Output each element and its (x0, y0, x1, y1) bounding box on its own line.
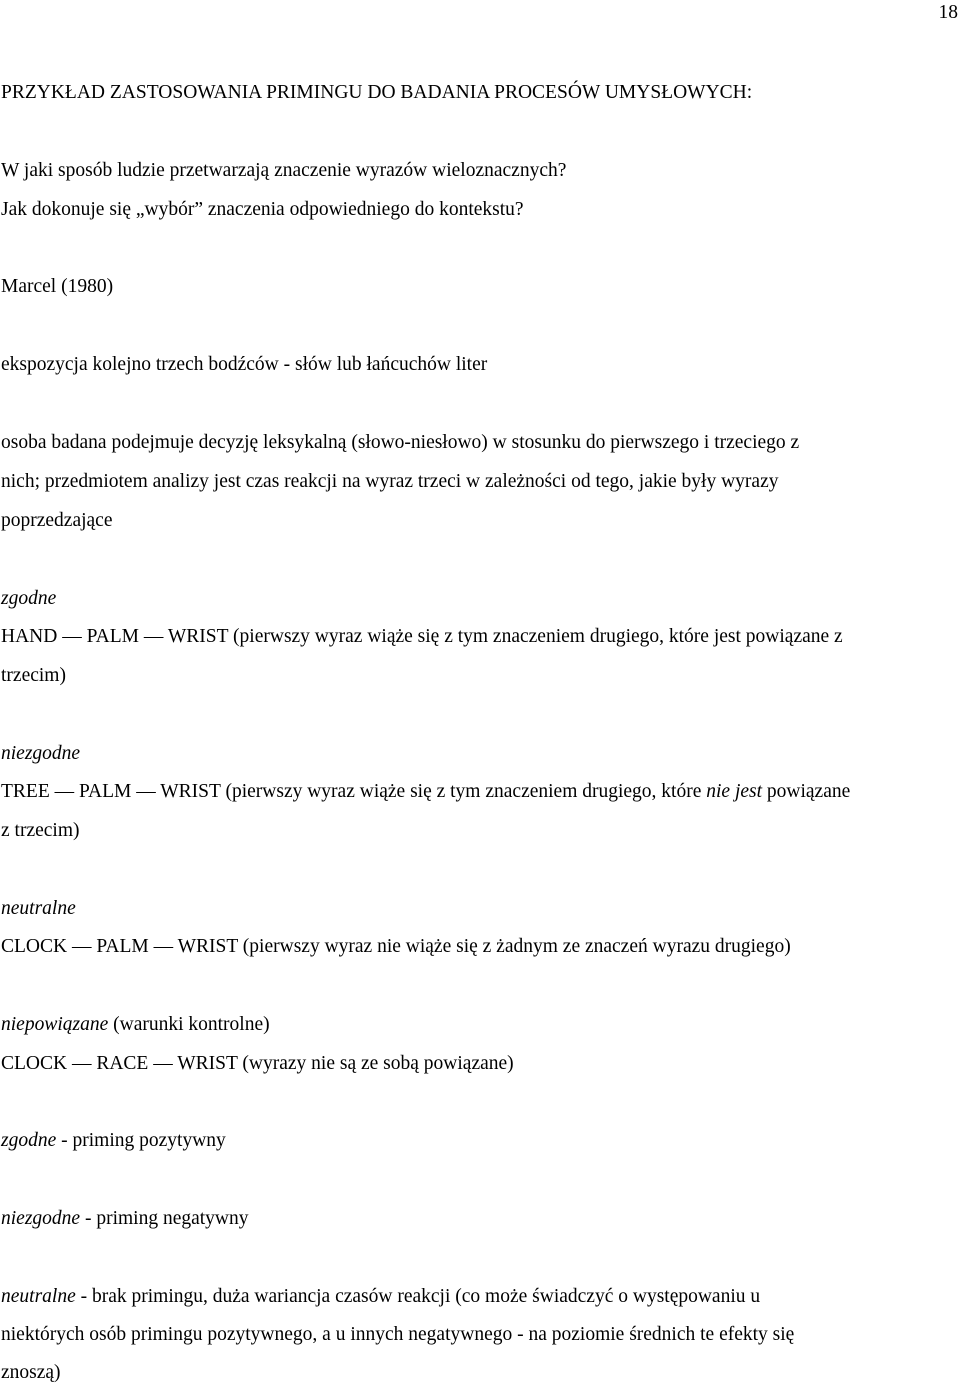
condition-label-neutralne: neutralne (1, 898, 76, 919)
procedure-text: ekspozycja kolejno trzech bodźców - słów lub łańcuchów liter (1, 354, 488, 375)
result-neutralne-cont: znoszą) (1, 1362, 61, 1383)
result-niezgodne: niezgodne - priming negatywny (1, 1208, 249, 1229)
condition-example: HAND — PALM — WRIST (pierwszy wyraz wiąże się z tym znaczeniem drugiego, które jest powiązane z (1, 626, 843, 647)
procedure-text: osoba badana podejmuje decyzję leksykalną (słowo-niesłowo) w stosunku do pierwszego i trzeciego z (1, 432, 800, 453)
condition-example: TREE — PALM — WRIST (pierwszy wyraz wiąże się z tym znaczeniem drugiego, które nie jest powiązane (1, 781, 851, 802)
result-neutralne-cont: niektórych osób primingu pozytywnego, a u innych negatywnego - na poziomie średnich te efekty się (1, 1324, 795, 1345)
condition-label-niepowiazane: niepowiązane (warunki kontrolne) (1, 1014, 270, 1035)
question-line: W jaki sposób ludzie przetwarzają znaczenie wyrazów wieloznacznych? (1, 160, 567, 181)
condition-example: z trzecim) (1, 820, 80, 841)
result-neutralne: neutralne - brak primingu, duża wariancja czasów reakcji (co może świadczyć o występowaniu u (1, 1286, 761, 1307)
procedure-text: nich; przedmiotem analizy jest czas reakcji na wyraz trzeci w zależności od tego, jakie były wyrazy (1, 471, 779, 492)
heading: PRZYKŁAD ZASTOSOWANIA PRIMINGU DO BADANIA PROCESÓW UMYSŁOWYCH: (1, 82, 753, 103)
page-number: 18 (938, 2, 958, 23)
condition-example: CLOCK — PALM — WRIST (pierwszy wyraz nie wiąże się z żadnym ze znaczeń wyrazu drugiego) (1, 936, 791, 957)
condition-example: CLOCK — RACE — WRIST (wyrazy nie są ze sobą powiązane) (1, 1053, 514, 1074)
procedure-text: poprzedzające (1, 510, 113, 531)
question-line: Jak dokonuje się „wybór” znaczenia odpowiedniego do kontekstu? (1, 199, 524, 220)
condition-example: trzecim) (1, 665, 66, 686)
result-zgodne: zgodne - priming pozytywny (1, 1130, 226, 1151)
condition-label-zgodne: zgodne (1, 588, 57, 609)
condition-label-niezgodne: niezgodne (1, 743, 81, 764)
citation: Marcel (1980) (1, 276, 114, 297)
